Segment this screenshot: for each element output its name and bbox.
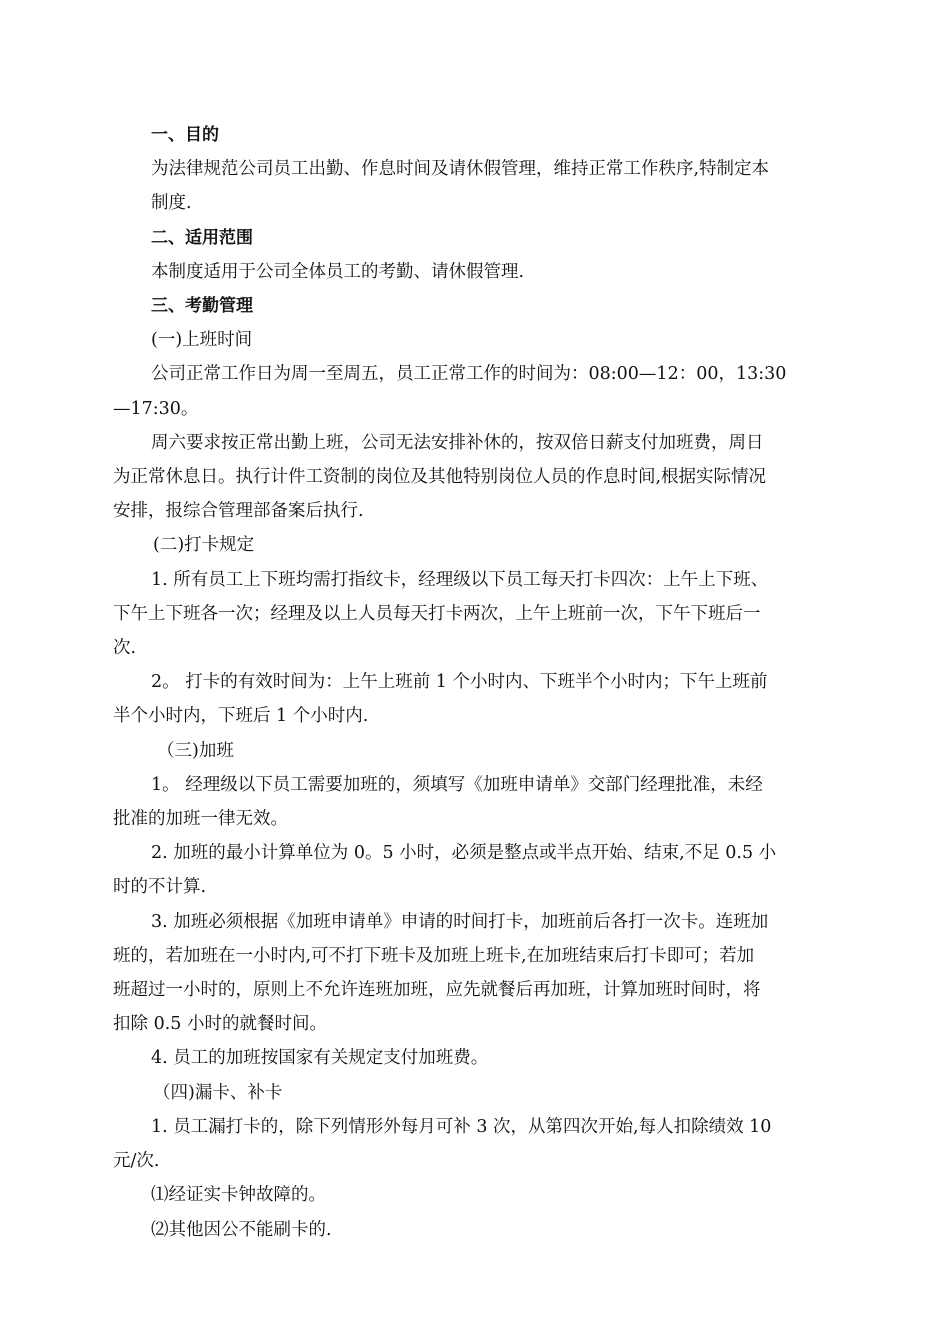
section-heading-purpose: 一、目的 <box>151 125 219 145</box>
list-item-line: 1。 经理级以下员工需要加班的，须填写《加班申请单》交部门经理批准，未经 <box>151 774 763 795</box>
list-item-line: 次. <box>113 638 137 659</box>
subsection-title-overtime: （三)加班 <box>157 740 234 761</box>
paragraph-line: —17:30。 <box>113 398 199 419</box>
section-heading-scope: 二、适用范围 <box>151 227 253 248</box>
list-item-line: 1. 所有员工上下班均需打指纹卡，经理级以下员工每天打卡四次：上午上下班、 <box>151 569 769 590</box>
list-item-line: 2。 打卡的有效时间为：上午上班前 1 个小时内、下班半个小时内；下午上班前 <box>151 672 768 693</box>
paragraph-line: 公司正常工作日为周一至周五，员工正常工作的时间为：08:00—12：00，13:30 <box>151 364 787 385</box>
list-item-line: 扣除 0.5 小时的就餐时间。 <box>113 1014 327 1035</box>
list-item-line: 1. 员工漏打卡的，除下列情形外每月可补 3 次，从第四次开始,每人扣除绩效 10 <box>151 1116 772 1137</box>
paragraph-line: 为法律规范公司员工出勤、作息时间及请休假管理，维持正常工作秩序,特制定本 <box>151 159 770 180</box>
list-item-line: 2. 加班的最小计算单位为 0。5 小时，必须是整点或半点开始、结束,不足 0.5 小 <box>151 843 777 864</box>
section-heading-attendance: 三、考勤管理 <box>151 296 253 317</box>
list-item-line: 下午上下班各一次；经理及以上人员每天打卡两次，上午上班前一次，下午下班后一 <box>113 603 761 624</box>
list-item-line: ⑵其他因公不能刷卡的. <box>151 1219 332 1240</box>
document-page <box>113 118 838 1247</box>
subsection-title-missed-punch: （四)漏卡、补卡 <box>153 1082 283 1103</box>
list-item-line: 时的不计算. <box>113 877 207 898</box>
list-item-line: 元/次. <box>113 1151 160 1172</box>
list-item-line: 班的，若加班在一小时内,可不打下班卡及加班上班卡,在加班结束后打卡即可；若加 <box>113 945 755 966</box>
paragraph-line: 制度. <box>151 193 192 214</box>
paragraph-line: 周六要求按正常出勤上班，公司无法安排补休的，按双倍日薪支付加班费，周日 <box>151 432 764 453</box>
list-item-line: 4. 员工的加班按国家有关规定支付加班费。 <box>151 1048 489 1069</box>
list-item-line: 3. 加班必须根据《加班申请单》申请的时间打卡，加班前后各打一次卡。连班加 <box>151 911 769 932</box>
paragraph-line: 本制度适用于公司全体员工的考勤、请休假管理. <box>151 261 525 282</box>
paragraph-line: 安排，报综合管理部备案后执行. <box>113 501 364 522</box>
subsection-title-clock-in: (二)打卡规定 <box>153 535 255 556</box>
list-item-line: 班超过一小时的，原则上不允许连班加班，应先就餐后再加班，计算加班时间时，将 <box>113 980 761 1001</box>
subsection-title-work-hours: (一)上班时间 <box>151 330 253 351</box>
list-item-line: ⑴经证实卡钟故障的。 <box>151 1185 326 1206</box>
list-item-line: 半个小时内，下班后 1 个小时内. <box>113 706 369 727</box>
paragraph-line: 为正常休息日。执行计件工资制的岗位及其他特别岗位人员的作息时间,根据实际情况 <box>113 467 767 488</box>
list-item-line: 批准的加班一律无效。 <box>113 809 288 830</box>
